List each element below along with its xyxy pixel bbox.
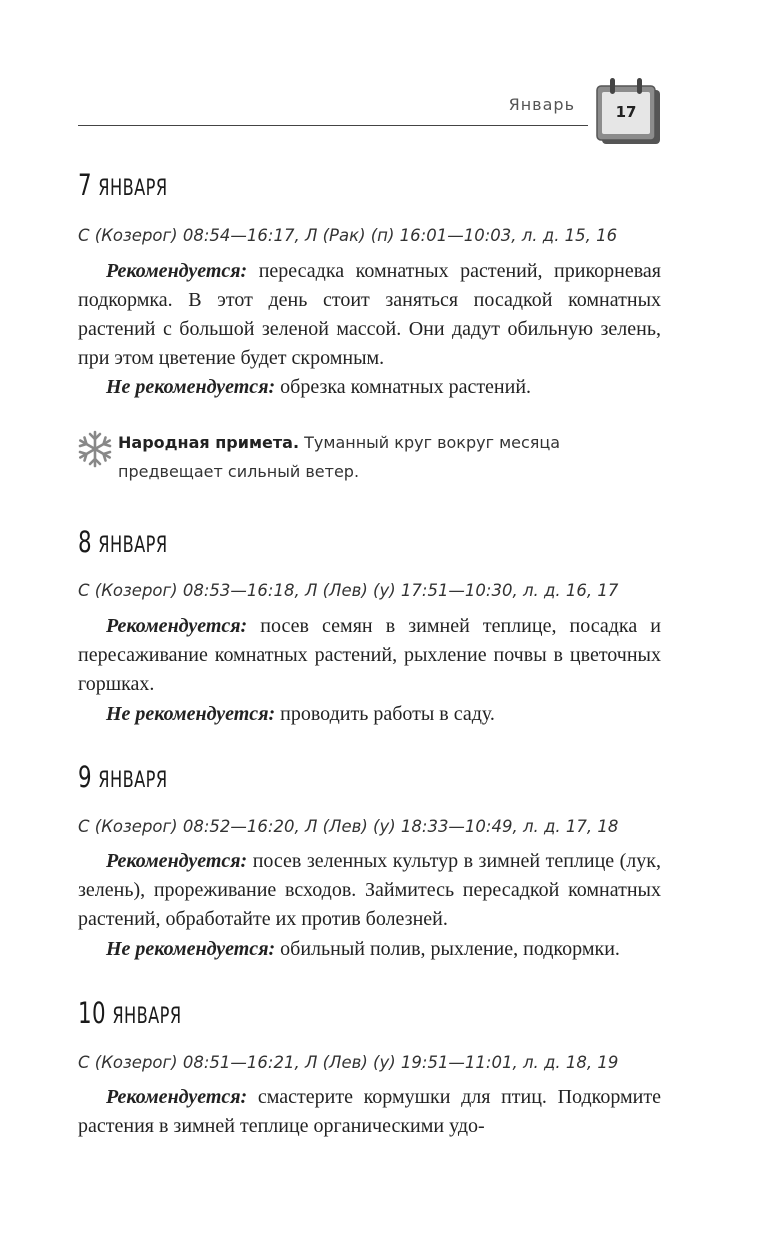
not-recommended-text: проводить работы в саду.: [275, 703, 495, 725]
date-heading-8: [78, 525, 168, 559]
month-name: ЯНВАРЯ: [98, 533, 168, 558]
omen-label: Народная примета.: [118, 433, 300, 452]
folk-omen: [118, 428, 658, 486]
astro-line-8: С (Козерог) 08:53—16:18, Л (Лев) (у) 17:51—10:30, л. д. 16, 17: [78, 581, 619, 600]
recommended-text: посев зеленных культур в зимней теплице (лук, зелень), прореживание всходов. Займитесь пересадкой комнатных растений, обработайте их против болезней.: [78, 850, 661, 930]
recommended-label: Рекомендуется:: [106, 615, 248, 637]
recommended-paragraph-10: [78, 1083, 661, 1141]
date-heading-9: [78, 760, 168, 794]
recommended-paragraph-9: [78, 847, 661, 934]
recommended-text: пересадка комнатных растений, прикорневая подкормка. В этот день стоит заняться посадкой комнатных растений с большой зеленой массой. Они дадут обильную зелень, при этом цветение будет скромным.: [78, 260, 661, 369]
recommended-label: Рекомендуется:: [106, 1086, 248, 1108]
page-number: 17: [615, 103, 637, 121]
not-recommended-text: обильный полив, рыхление, подкормки.: [275, 938, 620, 960]
not-recommended-text: обрезка комнатных растений.: [275, 376, 532, 398]
not-recommended-paragraph-8: [78, 700, 668, 729]
day-number: 9: [78, 760, 93, 794]
recommended-text: смастерите кормушки для птиц. Подкормите растения в зимней теплице органическими удо-: [78, 1086, 661, 1137]
omen-text: Туманный круг вокруг месяца предвещает сильный ветер.: [118, 433, 561, 481]
month-name: ЯНВАРЯ: [98, 768, 168, 793]
day-number: 10: [78, 996, 107, 1030]
running-header-month: Январь: [508, 95, 575, 114]
date-heading-7: [78, 168, 168, 202]
recommended-label: Рекомендуется:: [106, 850, 248, 872]
recommended-paragraph-7: [78, 257, 661, 373]
not-recommended-label: Не рекомендуется:: [106, 938, 276, 960]
not-recommended-paragraph-7: [78, 373, 668, 402]
recommended-paragraph-8: [78, 612, 661, 699]
day-number: 8: [78, 525, 93, 559]
day-number: 7: [78, 168, 93, 202]
month-name: ЯНВАРЯ: [98, 176, 168, 201]
snowflake-icon: [76, 430, 114, 468]
date-heading-10: [78, 996, 182, 1030]
astro-line-7: С (Козерог) 08:54—16:17, Л (Рак) (п) 16:01—10:03, л. д. 15, 16: [78, 226, 618, 245]
not-recommended-label: Не рекомендуется:: [106, 703, 276, 725]
recommended-label: Рекомендуется:: [106, 260, 248, 282]
not-recommended-label: Не рекомендуется:: [106, 376, 276, 398]
astro-line-9: С (Козерог) 08:52—16:20, Л (Лев) (у) 18:33—10:49, л. д. 17, 18: [78, 817, 619, 836]
recommended-text: посев семян в зимней теплице, посадка и пересаживание комнатных растений, рыхление почвы в цветочных горшках.: [78, 615, 661, 695]
month-name: ЯНВАРЯ: [112, 1004, 182, 1029]
not-recommended-paragraph-9: [78, 935, 668, 964]
header-rule: [78, 125, 588, 126]
astro-line-10: С (Козерог) 08:51—16:21, Л (Лев) (у) 19:51—11:01, л. д. 18, 19: [78, 1053, 619, 1072]
calendar-page-badge: [594, 76, 662, 146]
